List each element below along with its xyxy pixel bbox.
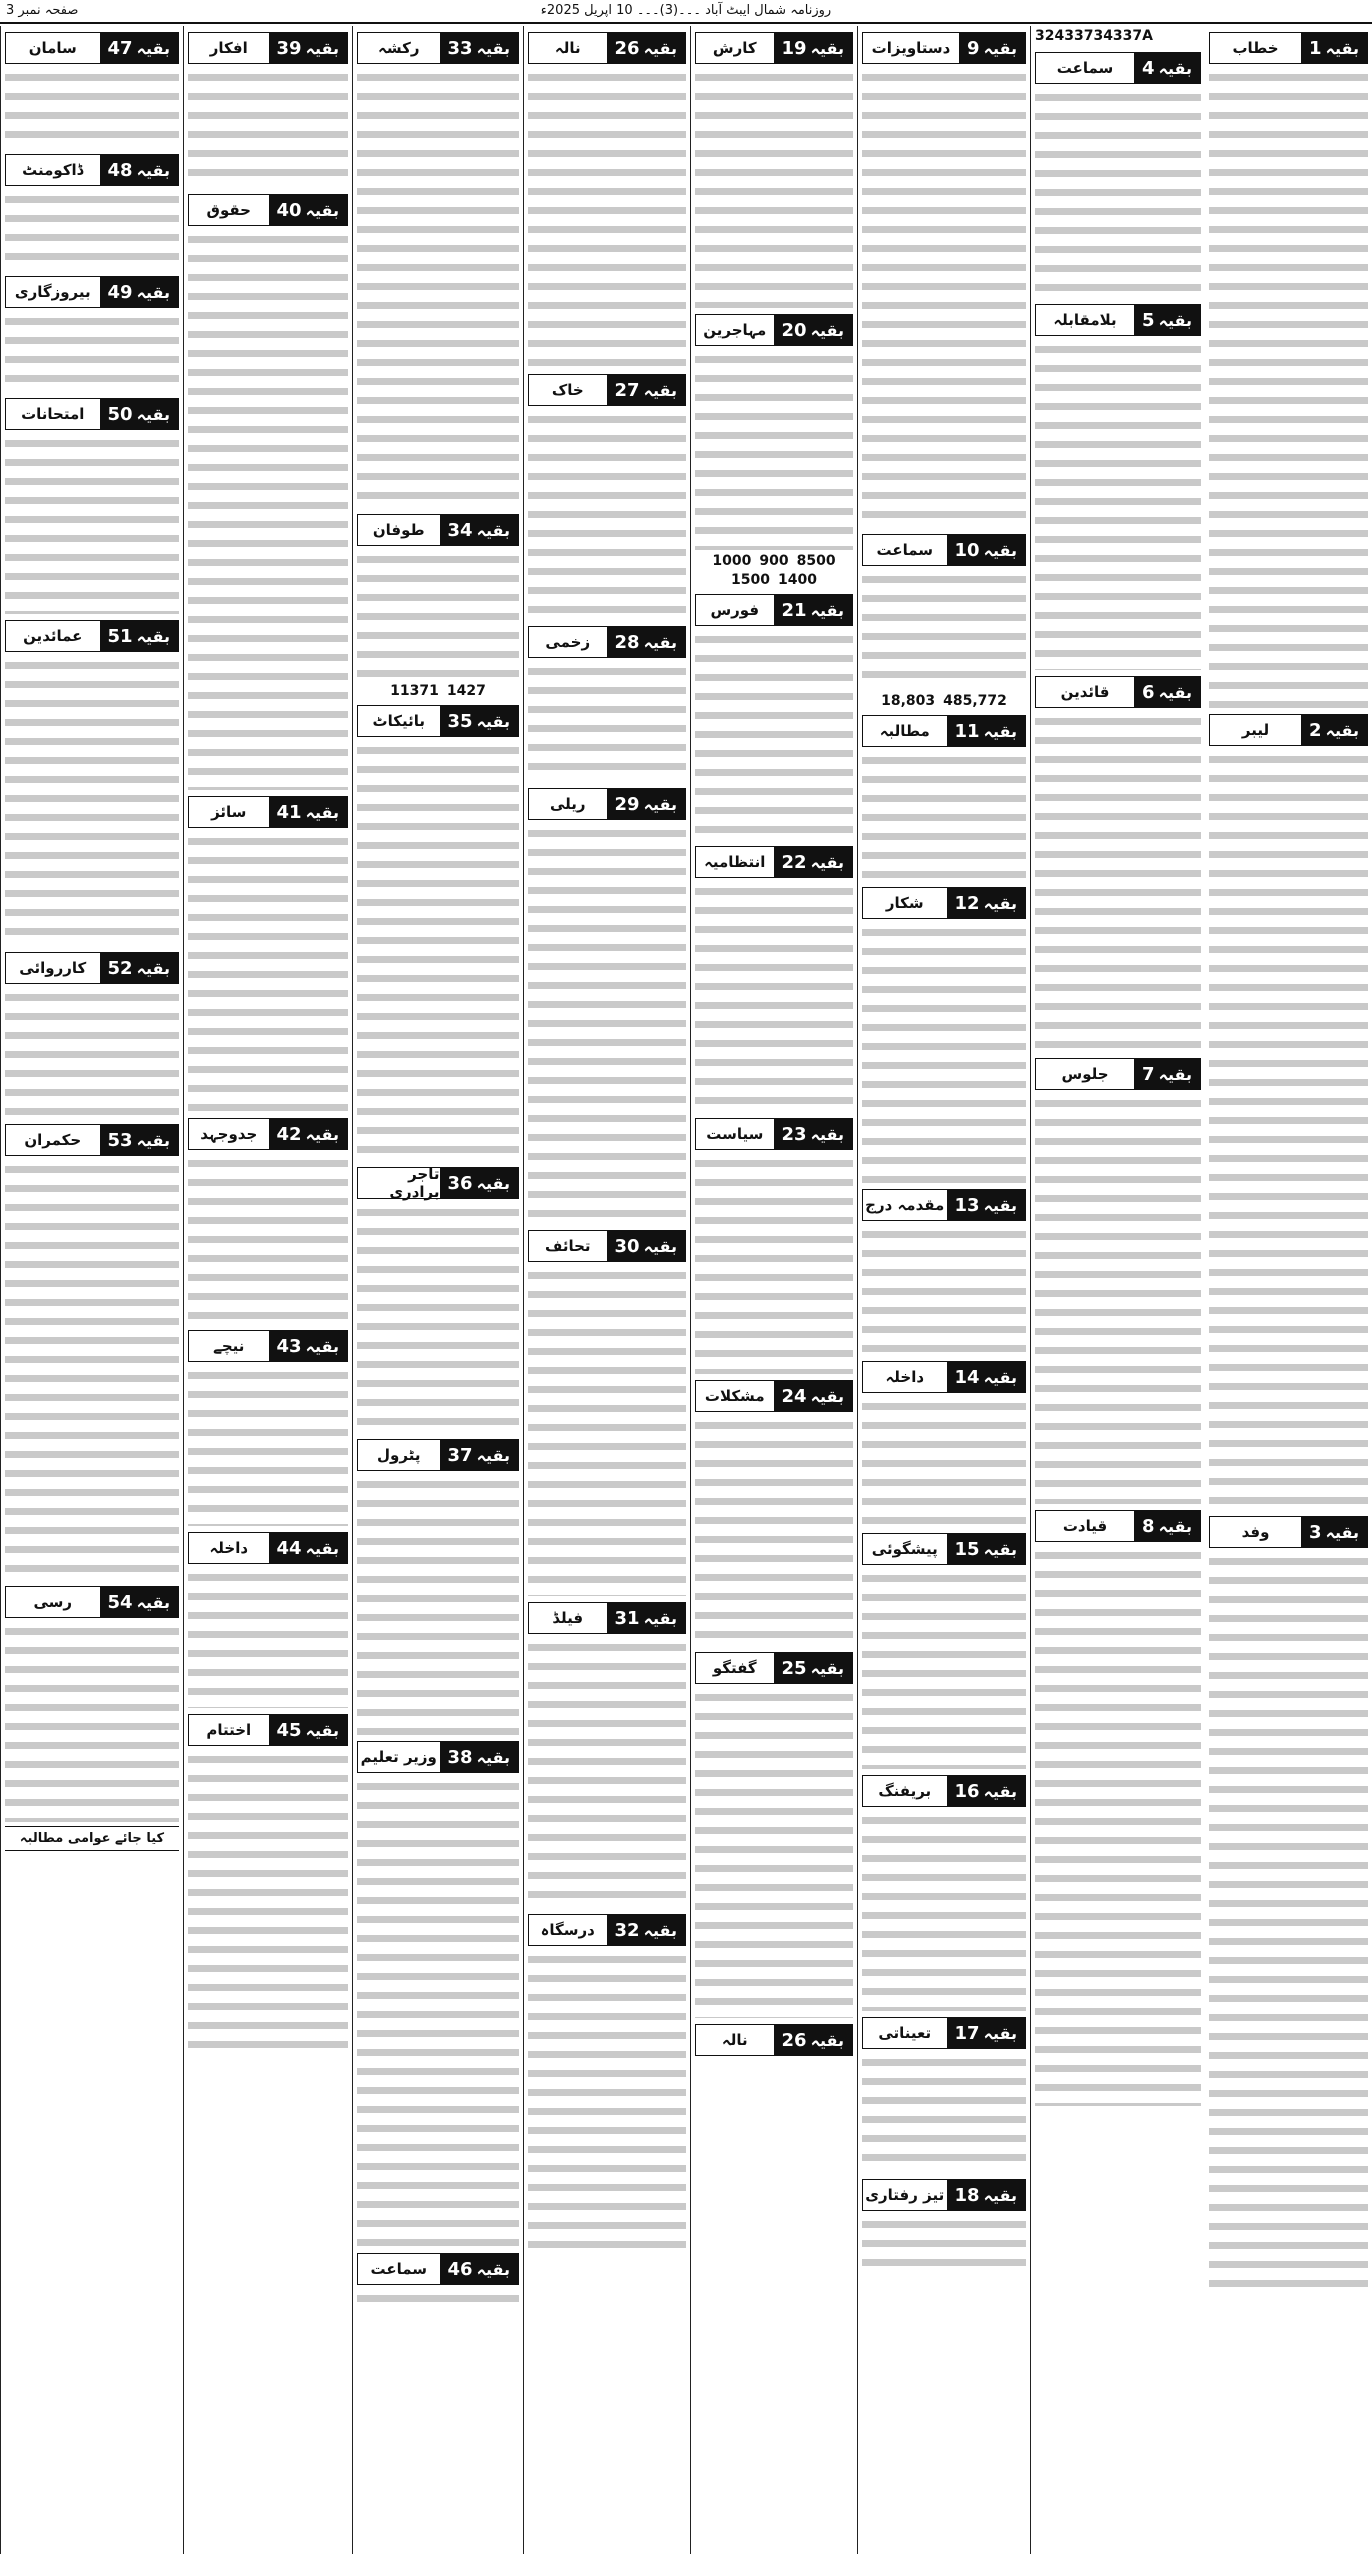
- continuation-number: 51: [107, 625, 133, 647]
- continuation-title: کارش: [696, 33, 774, 63]
- news-column: [352, 26, 523, 2554]
- continuation-title: زخمی: [529, 627, 607, 657]
- continuation-number: 42: [276, 1123, 302, 1145]
- continuation-number: 9: [967, 37, 980, 59]
- continuation-header: [695, 314, 853, 346]
- continuation-title: امتحانات: [6, 399, 100, 429]
- article-text: [695, 1416, 853, 1646]
- continuation-header: [862, 2179, 1026, 2211]
- article-text: [862, 1397, 1026, 1527]
- continuation-header: [188, 194, 348, 226]
- continuation-header: [695, 846, 853, 878]
- continuation-header: [862, 1189, 1026, 1221]
- continuation-header: [528, 374, 686, 406]
- continuation-number: 54: [107, 1591, 133, 1613]
- continuation-number: 49: [107, 281, 133, 303]
- continuation-number: 19: [781, 37, 807, 59]
- continuation-tag: بقیہ 17: [947, 2018, 1026, 2048]
- continuation-title: سماعت: [863, 535, 947, 565]
- continuation-tag: بقیہ 45: [269, 1715, 348, 1745]
- continuation-tag: بقیہ 27: [607, 375, 686, 405]
- continuation-title: سماعت: [1036, 53, 1134, 83]
- continuation-number: 36: [447, 1172, 473, 1194]
- article-text: [357, 1777, 519, 2247]
- continuation-header: [695, 2024, 853, 2056]
- article-text: [695, 630, 853, 840]
- continuation-tag: بقیہ 36: [440, 1168, 519, 1198]
- continuation-header: [5, 1586, 179, 1618]
- continuation-header: [5, 154, 179, 186]
- article-text: [188, 230, 348, 790]
- continuation-header: [188, 1532, 348, 1564]
- continuation-title: تاجر برادری: [358, 1168, 440, 1198]
- continuation-number: 33: [447, 37, 473, 59]
- continuation-number: 10: [954, 539, 980, 561]
- continuation-number: 32: [614, 1919, 640, 1941]
- continuation-number: 5: [1142, 309, 1155, 331]
- article-text: [695, 882, 853, 1112]
- article-text: [862, 1569, 1026, 1769]
- article-text: [5, 1160, 179, 1580]
- article-text: [695, 1688, 853, 2018]
- continuation-title: سیاست: [696, 1119, 774, 1149]
- article-text: [188, 1568, 348, 1708]
- continuation-number: 52: [107, 957, 133, 979]
- continuation-tag: بقیہ 53: [100, 1125, 179, 1155]
- continuation-title: خاک: [529, 375, 607, 405]
- continuation-title: فورس: [696, 595, 774, 625]
- article-text: [862, 570, 1026, 690]
- continuation-title: طوفان: [358, 515, 440, 545]
- continuation-number: 8: [1142, 1515, 1155, 1537]
- article-text: [528, 662, 686, 782]
- continuation-number: 17: [954, 2022, 980, 2044]
- note-caption: کیا جائے عوامی مطالبہ: [5, 1826, 179, 1851]
- continuation-tag: بقیہ 4: [1134, 53, 1200, 83]
- article-figure: 1500: [731, 572, 770, 588]
- continuation-tag: بقیہ 10: [947, 535, 1026, 565]
- continuation-header: [528, 1914, 686, 1946]
- news-column: [523, 26, 690, 2554]
- article-text: [1209, 1552, 1368, 2292]
- continuation-number: 30: [614, 1235, 640, 1257]
- continuation-title: کارروائی: [6, 953, 100, 983]
- masthead: [0, 0, 1372, 24]
- continuation-number: 44: [276, 1537, 302, 1559]
- continuation-header: [188, 1330, 348, 1362]
- continuation-tag: بقیہ 33: [440, 33, 519, 63]
- continuation-tag: بقیہ 26: [774, 2025, 853, 2055]
- continuation-title: جدوجہد: [189, 1119, 269, 1149]
- continuation-title: دستاویزات: [863, 33, 959, 63]
- continuation-header: [528, 1602, 686, 1634]
- continuation-title: ریلی: [529, 789, 607, 819]
- continuation-number: 41: [276, 801, 302, 823]
- continuation-number: 46: [447, 2258, 473, 2280]
- continuation-title: سائز: [189, 797, 269, 827]
- continuation-tag: بقیہ 39: [269, 33, 348, 63]
- article-text: [1035, 1546, 1201, 2106]
- continuation-title: بیروزگاری: [6, 277, 100, 307]
- continuation-header: [862, 534, 1026, 566]
- continuation-header: [528, 32, 686, 64]
- continuation-header: [357, 705, 519, 737]
- article-text: [357, 68, 519, 508]
- continuation-header: [528, 788, 686, 820]
- continuation-tag: بقیہ 20: [774, 315, 853, 345]
- article-text: [5, 312, 179, 392]
- continuation-tag: بقیہ 30: [607, 1231, 686, 1261]
- continuation-tag: بقیہ 22: [774, 847, 853, 877]
- continuation-tag: بقیہ 37: [440, 1440, 519, 1470]
- continuation-number: 39: [276, 37, 302, 59]
- continuation-tag: بقیہ 12: [947, 888, 1026, 918]
- continuation-number: 26: [614, 37, 640, 59]
- article-text: [5, 656, 179, 946]
- news-column: [1205, 26, 1372, 2554]
- continuation-tag: بقیہ 3: [1301, 1517, 1367, 1547]
- article-text: [528, 824, 686, 1224]
- continuation-number: 12: [954, 892, 980, 914]
- continuation-title: پٹرول: [358, 1440, 440, 1470]
- continuation-tag: بقیہ 46: [440, 2254, 519, 2284]
- article-figure: 900: [759, 553, 789, 569]
- continuation-header: [862, 715, 1026, 747]
- continuation-title: نیچے: [189, 1331, 269, 1361]
- continuation-header: [1035, 52, 1201, 84]
- article-figure: 1427: [446, 683, 486, 699]
- continuation-header: [188, 1714, 348, 1746]
- continuation-tag: بقیہ 42: [269, 1119, 348, 1149]
- continuation-number: 20: [781, 319, 807, 341]
- continuation-title: بائیکاٹ: [358, 706, 440, 736]
- continuation-tag: بقیہ 5: [1134, 305, 1200, 335]
- continuation-header: [188, 796, 348, 828]
- continuation-tag: بقیہ 34: [440, 515, 519, 545]
- continuation-number: 14: [954, 1366, 980, 1388]
- continuation-tag: بقیہ 14: [947, 1362, 1026, 1392]
- continuation-title: وفد: [1210, 1517, 1301, 1547]
- phone-number: 32433734337A: [1035, 28, 1153, 44]
- continuation-title: مشکلات: [696, 1381, 774, 1411]
- article-text: [188, 1750, 348, 2050]
- article-text: [188, 1154, 348, 1324]
- continuation-title: مطالبہ: [863, 716, 947, 746]
- continuation-number: 37: [447, 1444, 473, 1466]
- article-text: [5, 434, 179, 614]
- continuation-tag: بقیہ 2: [1301, 715, 1367, 745]
- continuation-tag: بقیہ 7: [1134, 1059, 1200, 1089]
- continuation-header: [862, 2017, 1026, 2049]
- continuation-header: [862, 1775, 1026, 1807]
- continuation-tag: بقیہ 19: [774, 33, 853, 63]
- continuation-number: 22: [781, 851, 807, 873]
- article-text: [862, 1811, 1026, 2011]
- continuation-header: [5, 620, 179, 652]
- continuation-title: تعیناتی: [863, 2018, 947, 2048]
- continuation-header: [695, 32, 853, 64]
- continuation-number: 47: [107, 37, 133, 59]
- continuation-title: جلوس: [1036, 1059, 1134, 1089]
- continuation-tag: بقیہ 25: [774, 1653, 853, 1683]
- article-figures: [357, 680, 519, 699]
- masthead-title: روزنامہ شمال ایبٹ آباد ۔۔۔(3)۔۔۔ 10 اپریل 2025ء: [540, 3, 832, 18]
- continuation-tag: بقیہ 40: [269, 195, 348, 225]
- article-figure: 1000: [712, 553, 752, 569]
- page-label: صفحہ نمبر 3: [6, 3, 79, 18]
- continuation-number: 16: [954, 1780, 980, 1802]
- continuation-header: [5, 1124, 179, 1156]
- news-column: [857, 26, 1030, 2554]
- article-text: [695, 350, 853, 550]
- continuation-number: 45: [276, 1719, 302, 1741]
- continuation-header: [862, 887, 1026, 919]
- continuation-header: [1209, 714, 1368, 746]
- article-text: [188, 68, 348, 188]
- article-text: [862, 68, 1026, 528]
- continuation-number: 3: [1309, 1521, 1322, 1543]
- continuation-number: 13: [954, 1194, 980, 1216]
- continuation-header: [862, 32, 1026, 64]
- continuation-title: تیز رفتاری: [863, 2180, 947, 2210]
- continuation-title: نالہ: [696, 2025, 774, 2055]
- continuation-header: [357, 2253, 519, 2285]
- article-figure: 8500: [796, 553, 836, 569]
- continuation-tag: بقیہ 47: [100, 33, 179, 63]
- continuation-tag: بقیہ 23: [774, 1119, 853, 1149]
- news-column: [1030, 26, 1205, 2554]
- continuation-number: 23: [781, 1123, 807, 1145]
- continuation-tag: بقیہ 8: [1134, 1511, 1200, 1541]
- continuation-header: [528, 626, 686, 658]
- article-text: [862, 1225, 1026, 1355]
- article-text: [528, 1638, 686, 1908]
- continuation-header: [5, 276, 179, 308]
- continuation-number: 11: [954, 720, 980, 742]
- article-figures: [695, 550, 853, 588]
- article-text: [528, 68, 686, 368]
- article-text: [5, 190, 179, 270]
- continuation-number: 40: [276, 199, 302, 221]
- continuation-title: سماعت: [358, 2254, 440, 2284]
- article-text: [695, 68, 853, 308]
- article-text: [357, 1203, 519, 1433]
- continuation-title: درسگاہ: [529, 1915, 607, 1945]
- article-text: [357, 2289, 519, 2309]
- article-text: [1209, 750, 1368, 1510]
- continuation-tag: بقیہ 21: [774, 595, 853, 625]
- article-text: [5, 1622, 179, 1822]
- continuation-number: 2: [1309, 719, 1322, 741]
- news-column: [183, 26, 352, 2554]
- continuation-title: پیشگوئی: [863, 1534, 947, 1564]
- article-text: [5, 988, 179, 1118]
- article-text: [1209, 68, 1368, 708]
- continuation-tag: بقیہ 15: [947, 1534, 1026, 1564]
- continuation-header: [357, 514, 519, 546]
- article-text: [862, 2215, 1026, 2275]
- continuation-header: [695, 594, 853, 626]
- continuation-title: خطاب: [1210, 33, 1301, 63]
- continuation-header: [695, 1380, 853, 1412]
- continuation-title: شکار: [863, 888, 947, 918]
- continuation-title: ڈاکومنٹ: [6, 155, 100, 185]
- continuation-title: رسی: [6, 1587, 100, 1617]
- article-figure: 485,772: [943, 693, 1007, 709]
- article-text: [188, 1366, 348, 1526]
- continuation-tag: بقیہ 28: [607, 627, 686, 657]
- article-text: [5, 68, 179, 148]
- article-text: [862, 923, 1026, 1183]
- continuation-tag: بقیہ 43: [269, 1331, 348, 1361]
- continuation-tag: بقیہ 29: [607, 789, 686, 819]
- continuation-header: [357, 1167, 519, 1199]
- continuation-number: 18: [954, 2184, 980, 2206]
- continuation-tag: بقیہ 51: [100, 621, 179, 651]
- article-text: [862, 751, 1026, 881]
- article-text: [528, 410, 686, 620]
- continuation-header: [5, 32, 179, 64]
- continuation-title: وزیر تعلیم: [358, 1742, 440, 1772]
- continuation-tag: بقیہ 32: [607, 1915, 686, 1945]
- continuation-header: [695, 1118, 853, 1150]
- continuation-header: [1035, 1058, 1201, 1090]
- continuation-title: بریفنگ: [863, 1776, 947, 1806]
- article-text: [357, 1475, 519, 1735]
- continuation-number: 25: [781, 1657, 807, 1679]
- continuation-tag: بقیہ 41: [269, 797, 348, 827]
- article-text: [1035, 340, 1201, 670]
- continuation-header: [1035, 676, 1201, 708]
- continuation-title: عمائدین: [6, 621, 100, 651]
- continuation-header: [188, 32, 348, 64]
- continuation-title: لیبر: [1210, 715, 1301, 745]
- continuation-number: 24: [781, 1385, 807, 1407]
- continuation-number: 50: [107, 403, 133, 425]
- continuation-number: 43: [276, 1335, 302, 1357]
- article-figure: 11371: [390, 683, 439, 699]
- article-text: [862, 2053, 1026, 2173]
- article-text: [1035, 88, 1201, 298]
- continuation-header: [357, 32, 519, 64]
- continuation-tag: بقیہ 54: [100, 1587, 179, 1617]
- article-text: [357, 550, 519, 680]
- continuation-number: 21: [781, 599, 807, 621]
- continuation-title: اختتام: [189, 1715, 269, 1745]
- continuation-header: [5, 398, 179, 430]
- continuation-number: 27: [614, 379, 640, 401]
- continuation-tag: بقیہ 18: [947, 2180, 1026, 2210]
- continuation-tag: بقیہ 9: [959, 33, 1025, 63]
- continuation-header: [862, 1361, 1026, 1393]
- continuation-number: 28: [614, 631, 640, 653]
- continuation-title: نالہ: [529, 33, 607, 63]
- continuation-title: گفتگو: [696, 1653, 774, 1683]
- continuation-title: حکمران: [6, 1125, 100, 1155]
- continuation-tag: بقیہ 6: [1134, 677, 1200, 707]
- article-figure: 18,803: [881, 693, 936, 709]
- continuation-tag: بقیہ 13: [947, 1190, 1026, 1220]
- continuation-number: 34: [447, 519, 473, 541]
- continuation-title: مہاجرین: [696, 315, 774, 345]
- article-text: [528, 1266, 686, 1596]
- continuation-header: [357, 1439, 519, 1471]
- continuation-title: بلامقابلہ: [1036, 305, 1134, 335]
- continuation-number: 38: [447, 1746, 473, 1768]
- continuation-tag: بقیہ 1: [1301, 33, 1367, 63]
- article-text: [1035, 712, 1201, 1052]
- continuation-tag: بقیہ 24: [774, 1381, 853, 1411]
- continuation-tag: بقیہ 31: [607, 1603, 686, 1633]
- continuation-header: [357, 1741, 519, 1773]
- article-text: [1035, 1094, 1201, 1504]
- continuation-tag: بقیہ 44: [269, 1533, 348, 1563]
- continuation-number: 53: [107, 1129, 133, 1151]
- continuation-number: 6: [1142, 681, 1155, 703]
- continuation-number: 26: [781, 2029, 807, 2051]
- article-figures: [862, 690, 1026, 709]
- continuation-title: داخلہ: [863, 1362, 947, 1392]
- continuation-title: رکشہ: [358, 33, 440, 63]
- continuation-header: [528, 1230, 686, 1262]
- continuation-title: حقوق: [189, 195, 269, 225]
- article-figure: 1400: [778, 572, 817, 588]
- continuation-title: افکار: [189, 33, 269, 63]
- continuation-tag: بقیہ 35: [440, 706, 519, 736]
- continuation-tag: بقیہ 26: [607, 33, 686, 63]
- continuation-number: 31: [614, 1607, 640, 1629]
- continuation-tag: بقیہ 48: [100, 155, 179, 185]
- continuation-header: [1209, 1516, 1368, 1548]
- continuation-tag: بقیہ 49: [100, 277, 179, 307]
- continuation-header: [695, 1652, 853, 1684]
- continuation-title: مقدمہ درج: [863, 1190, 947, 1220]
- continuation-title: داخلہ: [189, 1533, 269, 1563]
- continuation-number: 29: [614, 793, 640, 815]
- continuation-title: انتظامیہ: [696, 847, 774, 877]
- continuation-title: فیلڈ: [529, 1603, 607, 1633]
- continuation-number: 7: [1142, 1063, 1155, 1085]
- continuation-number: 48: [107, 159, 133, 181]
- article-text: [357, 741, 519, 1161]
- continuation-tag: بقیہ 52: [100, 953, 179, 983]
- continuation-number: 15: [954, 1538, 980, 1560]
- continuation-tag: بقیہ 38: [440, 1742, 519, 1772]
- continuation-header: [862, 1533, 1026, 1565]
- continuation-tag: بقیہ 11: [947, 716, 1026, 746]
- continuation-number: 35: [447, 710, 473, 732]
- continuation-header: [5, 952, 179, 984]
- continuation-tag: بقیہ 16: [947, 1776, 1026, 1806]
- continuation-header: [188, 1118, 348, 1150]
- continuation-title: سامان: [6, 33, 100, 63]
- article-text: [695, 1154, 853, 1374]
- continuation-number: 1: [1309, 37, 1322, 59]
- news-column: [690, 26, 857, 2554]
- article-text: [528, 1950, 686, 2250]
- news-column: [0, 26, 183, 2554]
- continuation-title: قیادت: [1036, 1511, 1134, 1541]
- continuation-header: [1035, 304, 1201, 336]
- continuation-title: قائدین: [1036, 677, 1134, 707]
- continuation-title: تحائف: [529, 1231, 607, 1261]
- continuation-number: 4: [1142, 57, 1155, 79]
- continuation-header: [1035, 1510, 1201, 1542]
- continuation-header: [1209, 32, 1368, 64]
- article-text: [188, 832, 348, 1112]
- continuation-tag: بقیہ 50: [100, 399, 179, 429]
